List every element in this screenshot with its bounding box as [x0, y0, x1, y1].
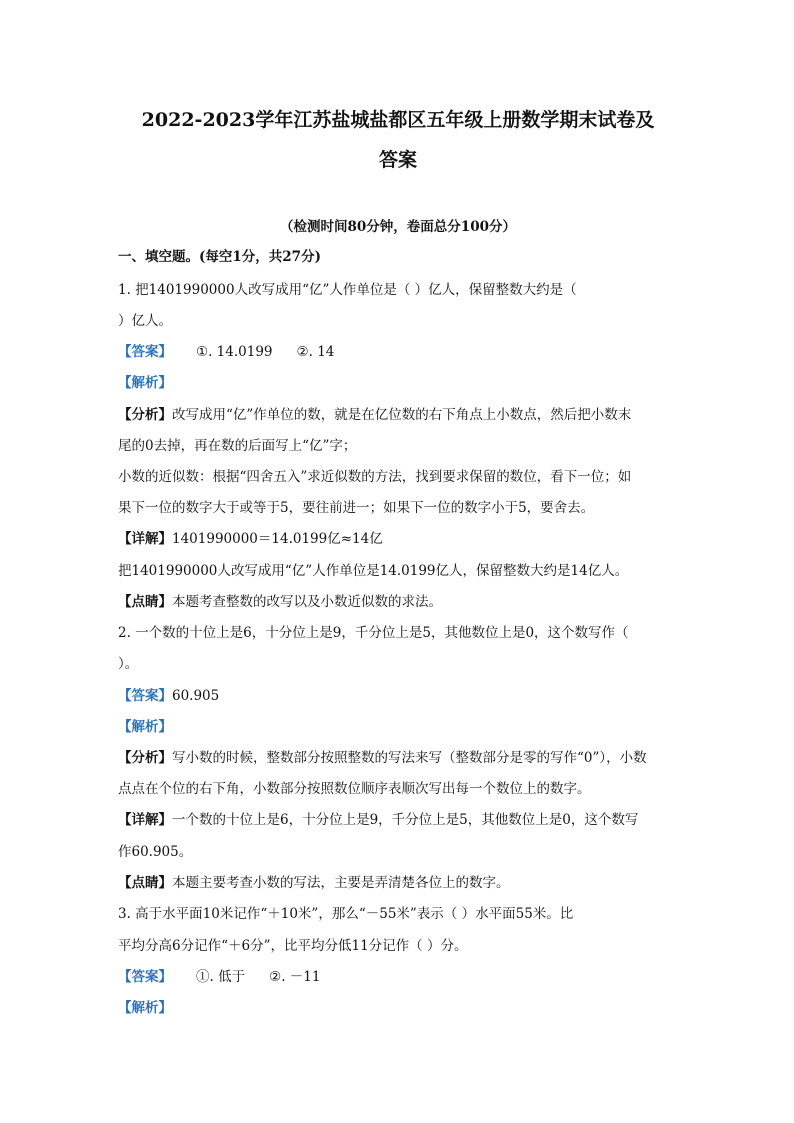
detail-tag: 【详解】	[118, 812, 172, 828]
q1-answer-1: ①. 14.0199	[196, 344, 273, 360]
answer-tag: 【答案】	[118, 688, 172, 704]
q3-answer-2: ②. －11	[269, 969, 321, 985]
q2-text-line1: 2. 一个数的十位上是6，十分位上是9，千分位上是5，其他数位上是0，这个数写作（	[118, 625, 629, 641]
q1-answer	[118, 342, 334, 362]
document-title-line2: 答案	[378, 149, 417, 171]
q2-detail-text-1: 一个数的十位上是6，十分位上是9，千分位上是5，其他数位上是0，这个数写	[172, 812, 639, 828]
q1-fenxi-2: 尾的0去掉，再在数的后面写上“亿”字；	[118, 438, 357, 454]
q1-fenxi-1	[118, 405, 631, 425]
q3-analysis-tag: 【解析】	[118, 1000, 172, 1016]
q2-detail-1	[118, 810, 638, 830]
q1-detail-2: 把1401990000人改写成用“亿”人作单位是14.0199亿人，保留整数大约是14亿人。	[118, 563, 629, 579]
q2-comment	[118, 873, 510, 893]
fenxi-tag: 【分析】	[118, 407, 172, 423]
q1-fenxi-text-1: 改写成用“亿”作单位的数，就是在亿位数的右下角点上小数点，然后把小数末	[172, 407, 632, 423]
q2-fenxi-1	[118, 748, 647, 768]
q1-fenxi-3: 小数的近似数：根据“四舍五入”求近似数的方法，找到要求保留的数位，看下一位；如	[118, 469, 632, 485]
answer-tag: 【答案】	[118, 969, 172, 985]
q2-fenxi-text-1: 写小数的时候，整数部分按照整数的写法来写（整数部分是零的写作“0”），小数	[172, 750, 647, 766]
q2-answer	[118, 686, 219, 706]
q3-text-line1: 3. 高于水平面10米记作“＋10米”，那么“－55米”表示（ ）水平面55米。比	[118, 906, 574, 922]
q1-text-line1: 1. 把1401990000人改写成用“亿”人作单位是（ ）亿人，保留整数大约是（	[118, 282, 577, 298]
answer-tag: 【答案】	[118, 344, 172, 360]
q3-text-line2: 平均分高6分记作“＋6分”，比平均分低11分记作（ ）分。	[118, 938, 468, 954]
q1-text-line2: ）亿人。	[118, 313, 172, 329]
q1-detail-text-1: 1401990000＝14.0199亿≈14亿	[172, 531, 383, 547]
q2-analysis-tag: 【解析】	[118, 719, 172, 735]
q1-comment-text: 本题考查整数的改写以及小数近似数的求法。	[172, 594, 442, 610]
q1-comment	[118, 592, 442, 612]
q2-comment-text: 本题主要考查小数的写法，主要是弄清楚各位上的数字。	[172, 875, 510, 891]
q1-analysis-tag: 【解析】	[118, 375, 172, 391]
q1-fenxi-4: 果下一位的数字大于或等于5，要往前进一；如果下一位的数字小于5，要舍去。	[118, 500, 595, 516]
q3-answer-1: ①. 低于	[196, 969, 246, 985]
section-heading: 一、填空题。(每空1分，共27分)	[118, 249, 321, 265]
detail-tag: 【详解】	[118, 531, 172, 547]
comment-tag: 【点睛】	[118, 875, 172, 891]
q2-detail-2: 作60.905。	[118, 844, 193, 860]
comment-tag: 【点睛】	[118, 594, 172, 610]
q3-answer	[118, 967, 320, 987]
fenxi-tag: 【分析】	[118, 750, 172, 766]
q2-text-line2: ）。	[118, 656, 139, 672]
q2-answer-value: 60.905	[172, 688, 220, 704]
document-title-line1: 2022-2023学年江苏盐城盐都区五年级上册数学期末试卷及	[141, 109, 655, 131]
q1-detail-1	[118, 529, 383, 549]
q1-answer-2: ②. 14	[296, 344, 335, 360]
exam-info: （检测时间80分钟，卷面总分100分）	[280, 219, 516, 235]
q2-fenxi-2: 点点在个位的右下角，小数部分按照数位顺序表顺次写出每一个数位上的数字。	[118, 781, 591, 797]
